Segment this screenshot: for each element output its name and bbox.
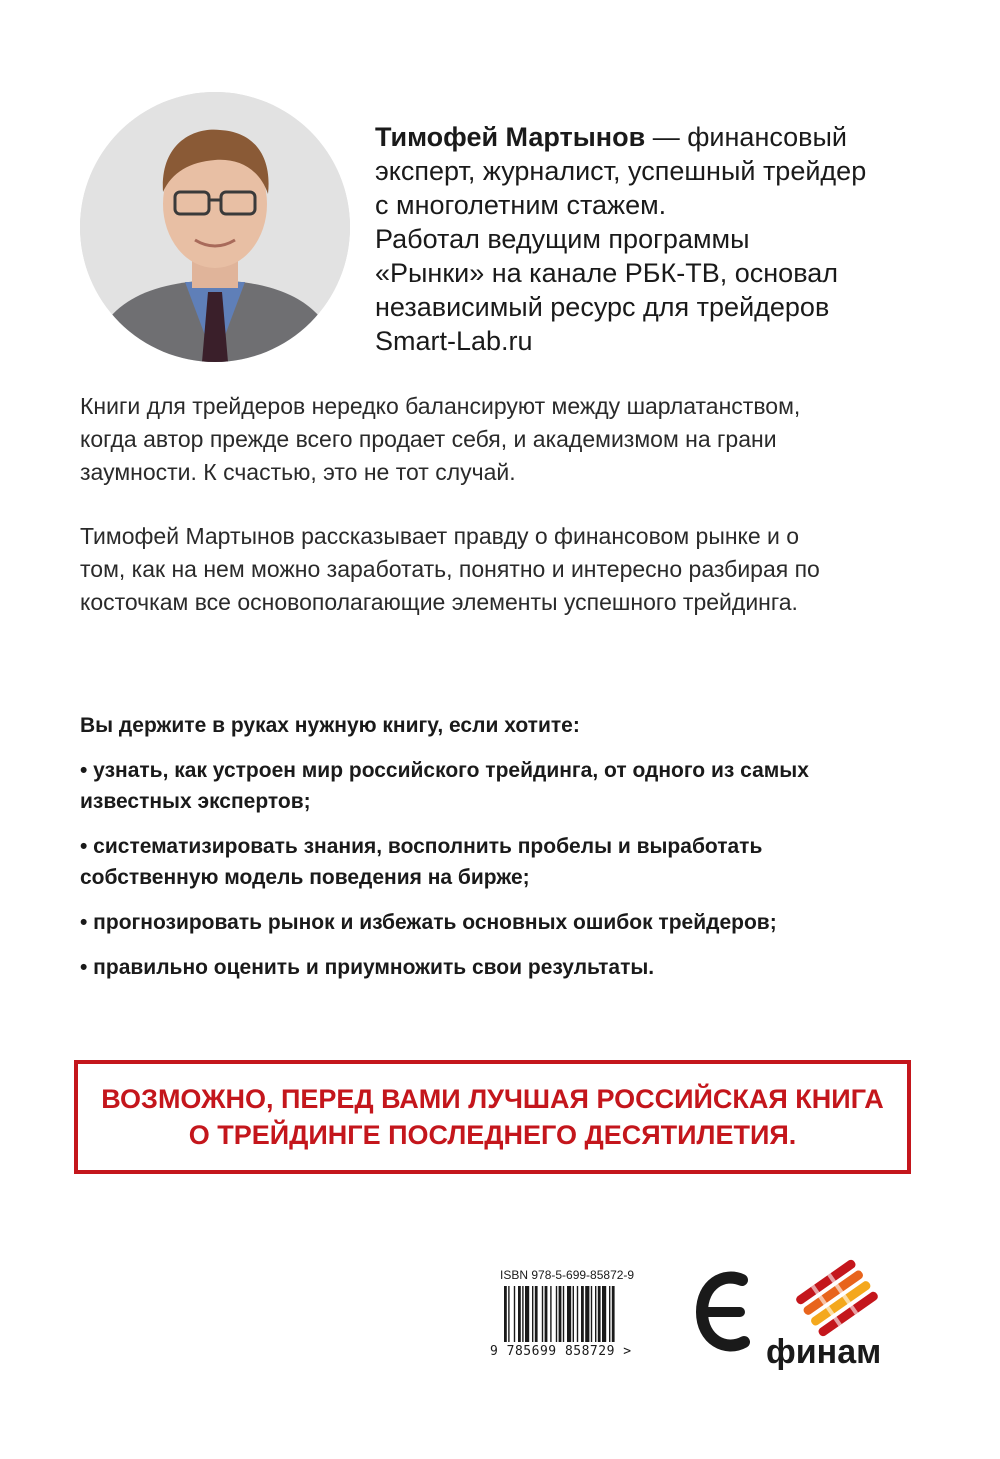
callout-line-1: ВОЗМОЖНО, ПЕРЕД ВАМИ ЛУЧШАЯ РОССИЙСКАЯ КНИГА (101, 1084, 884, 1114)
bio-line: Smart-Lab.ru (375, 326, 533, 356)
barcode-bar (556, 1286, 557, 1342)
barcode-bar (612, 1286, 615, 1342)
paragraph-line: косточкам все основополагающие элементы успешного трейдинга. (80, 589, 798, 615)
callout-line-2: О ТРЕЙДИНГЕ ПОСЛЕДНЕГО ДЕСЯТИЛЕТИЯ. (188, 1120, 797, 1150)
benefit-line: собственную модель поведения на бирже; (80, 866, 530, 889)
barcode-bar (577, 1286, 578, 1342)
benefit-item (80, 755, 940, 817)
finam-wordmark: финам (766, 1333, 882, 1371)
paragraph-line: заумности. К счастью, это не тот случай. (80, 459, 516, 485)
barcode-bar (545, 1286, 548, 1342)
isbn-barcode (490, 1268, 670, 1368)
benefit-line: • систематизировать знания, восполнить пробелы и выработать (80, 835, 763, 858)
barcode-bar (508, 1286, 509, 1342)
benefit-line: известных экспертов; (80, 790, 311, 813)
barcode-bars (504, 1286, 654, 1342)
barcode-bar (535, 1286, 538, 1342)
bio-line: Работал ведущим программы (375, 224, 750, 254)
barcode-bar (567, 1286, 571, 1342)
barcode-bar (542, 1286, 543, 1342)
isbn-label: ISBN 978-5-699-85872-9 (500, 1268, 635, 1282)
ean-number: 9 785699 858729 > (490, 1344, 632, 1359)
bio-line: эксперт, журналист, успешный трейдер (375, 156, 867, 186)
author-photo (80, 92, 350, 362)
benefits-intro: Вы держите в руках нужную книгу, если хотите: (80, 714, 580, 737)
barcode-bar (525, 1286, 529, 1342)
bio-line: независимый ресурс для трейдеров (375, 292, 830, 322)
barcode-bar (504, 1286, 507, 1342)
barcode-bar (581, 1286, 584, 1342)
reader-benefits-list (80, 710, 940, 997)
highlight-callout-box (74, 1060, 911, 1174)
barcode-bar (563, 1286, 564, 1342)
benefit-item (80, 831, 940, 893)
benefit-line: • прогнозировать рынок и избежать основных ошибок трейдеров; (80, 911, 777, 934)
barcode-bar (518, 1286, 521, 1342)
description-paragraph-2 (80, 520, 940, 619)
barcode-bar (598, 1286, 601, 1342)
barcode-bar (591, 1286, 592, 1342)
barcode-bar (595, 1286, 596, 1342)
barcode-bar (550, 1286, 551, 1342)
bio-line: с многолетним стажем. (375, 190, 667, 220)
barcode-bar (585, 1286, 589, 1342)
benefit-item (80, 907, 940, 938)
bio-line: «Рынки» на канале РБК-ТВ, основал (375, 258, 839, 288)
finam-logo-icon (792, 1258, 882, 1338)
eksmo-logo-icon (694, 1262, 754, 1362)
bio-line: — финансовый (645, 122, 848, 152)
benefit-item (80, 952, 940, 983)
author-bio (375, 120, 935, 358)
barcode-bar (559, 1286, 562, 1342)
barcode-bar (532, 1286, 533, 1342)
author-name: Тимофей Мартынов (375, 122, 646, 152)
paragraph-line: Тимофей Мартынов рассказывает правду о финансовом рынке и о (80, 523, 800, 549)
benefit-line: • правильно оценить и приумножить свои результаты. (80, 956, 655, 979)
description-paragraph-1 (80, 390, 940, 489)
author-portrait-image (80, 92, 350, 362)
paragraph-line: Книги для трейдеров нередко балансируют между шарлатанством, (80, 393, 801, 419)
paragraph-line: том, как на нем можно заработать, понятно и интересно разбирая по (80, 556, 820, 582)
paragraph-line: когда автор прежде всего продает себя, и академизмом на грани (80, 426, 777, 452)
barcode-bar (573, 1286, 574, 1342)
barcode-bar (602, 1286, 606, 1342)
barcode-bar (514, 1286, 515, 1342)
benefit-line: • узнать, как устроен мир российского трейдинга, от одного из самых (80, 759, 809, 782)
barcode-bar (522, 1286, 523, 1342)
barcode-bar (609, 1286, 610, 1342)
